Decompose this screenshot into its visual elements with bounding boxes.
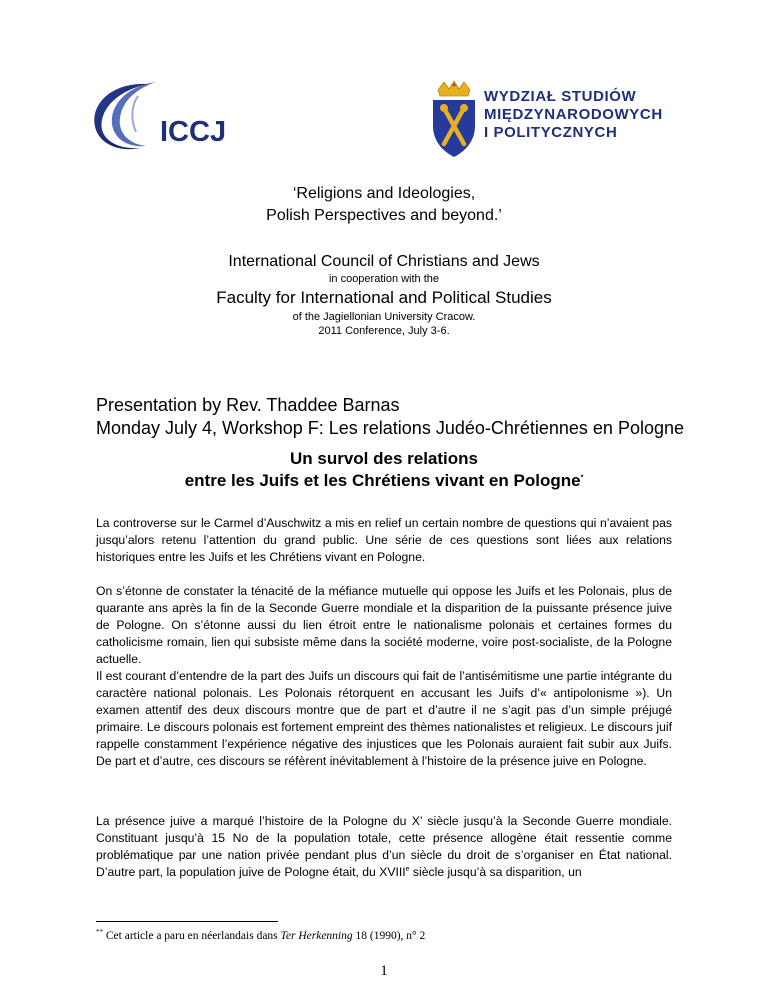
svg-text:ICCJ: ICCJ [160, 116, 227, 148]
footnote [96, 929, 672, 943]
paragraph-3: Il est courant d’entendre de la part des Juifs un discours qui fait de l’antisémitisme une partie intégrante du caractère national polonais. Les Polonais rétorquent en accusant les Juifs d’« antipolonisme »). Un examen attentif des deux discours montre que de part et d’autre il ne s’agit pas d’un simple préjugé primaire. Le discours polonais est fortement empreint des thèmes nationalistes et religieux. Le discours juif rappelle constamment l’expérience négative des injustices que les Polonais auraient fait subir aux Juifs. De part et d’autre, ces discours se réfèrent inévitablement à l’histoire de la présence juive en Pologne. [96, 669, 672, 768]
paragraph-4-superscript: e [405, 865, 410, 873]
footnote-mark-ref: * [580, 474, 584, 482]
article-title-line-1: Un survol des relations [290, 449, 478, 468]
paragraph-4-text-b: siècle jusqu’à sa disparition, un [409, 865, 582, 879]
conference-dates: 2011 Conference, July 3-6. [318, 325, 450, 337]
conference-title-line-1: ‘Religions and Ideologies, [292, 185, 476, 202]
faculty-name [484, 88, 663, 142]
conference-title-line-2: Polish Perspectives and beyond.’ [266, 207, 502, 224]
paragraph-4-text-a: La présence juive a marqué l’histoire de la Pologne du X’ siècle jusqu’à la Seconde Guerre mondiale. Constituant jusqu’à 15 No de la population totale, cette présence allogène était ressentie comme problématique par une nation privée pendant plus d’un siècle du droit de s’organiser en État national. D’autre part, la population juive de Pologne était, du XVIII [96, 814, 672, 879]
paragraph-2: On s’étonne de constater la ténacité de la méfiance mutuelle qui oppose les Juifs et les Polonais, plus de quarante ans après la fin de la Seconde Guerre mondiale et la disparition de la puissante présence juive de Pologne. On s’étonne aussi du lien étroit entre le nationalisme polonais et certaines formes du catholicisme romain, lien qui subsiste même dans la société moderne, voire post-socialiste, de la Pologne actuelle. [96, 584, 672, 666]
iccj-logo [88, 78, 263, 158]
paragraph-1: La controverse sur le Carmel d’Auschwitz a mis en relief un certain nombre de questions qui n’avaient pas jusqu’alors retenu l’attention du grand public. Une série de ces questions sont liées aux relations historiques entre les Juifs et les Chrétiens vivant en Pologne. [96, 516, 672, 564]
article-title [0, 448, 768, 492]
article-title-line-2 [0, 470, 768, 492]
presenter-line: Presentation by Rev. Thaddee Barnas [96, 395, 400, 415]
council-name: International Council of Christians and Jews [228, 253, 540, 270]
faculty-logo [430, 80, 663, 158]
footnote-separator [96, 921, 278, 922]
article-title-line-2-text: entre les Juifs et les Chrétiens vivant en Pologne [184, 471, 581, 490]
footnote-journal: Ter Herkenning [280, 930, 353, 942]
faculty-name-line-2: MIĘDZYNARODOWYCH [484, 106, 663, 123]
footnote-mark: ** [96, 928, 103, 937]
footnote-text-b: 18 (1990), n° 2 [352, 930, 426, 942]
page-number: 1 [380, 963, 388, 979]
university-name: of the Jagiellonian University Cracow. [292, 311, 476, 323]
paragraph-4 [96, 813, 672, 881]
workshop-line: Monday July 4, Workshop F: Les relations Judéo-Chrétiennes en Pologne [96, 418, 684, 438]
university-crest-icon [430, 80, 478, 158]
presentation-info [96, 394, 716, 440]
faculty-full-name: Faculty for International and Political Studies [216, 288, 552, 307]
faculty-name-line-3: I POLITYCZNYCH [484, 124, 618, 141]
organizers-block [0, 252, 768, 338]
iccj-swoosh-icon [88, 78, 263, 158]
conference-title [0, 183, 768, 227]
cooperation-note: in cooperation with the [328, 273, 440, 285]
footnote-text-a: Cet article a paru en néerlandais dans [103, 930, 281, 942]
faculty-name-line-1: WYDZIAŁ STUDIÓW [484, 88, 637, 105]
